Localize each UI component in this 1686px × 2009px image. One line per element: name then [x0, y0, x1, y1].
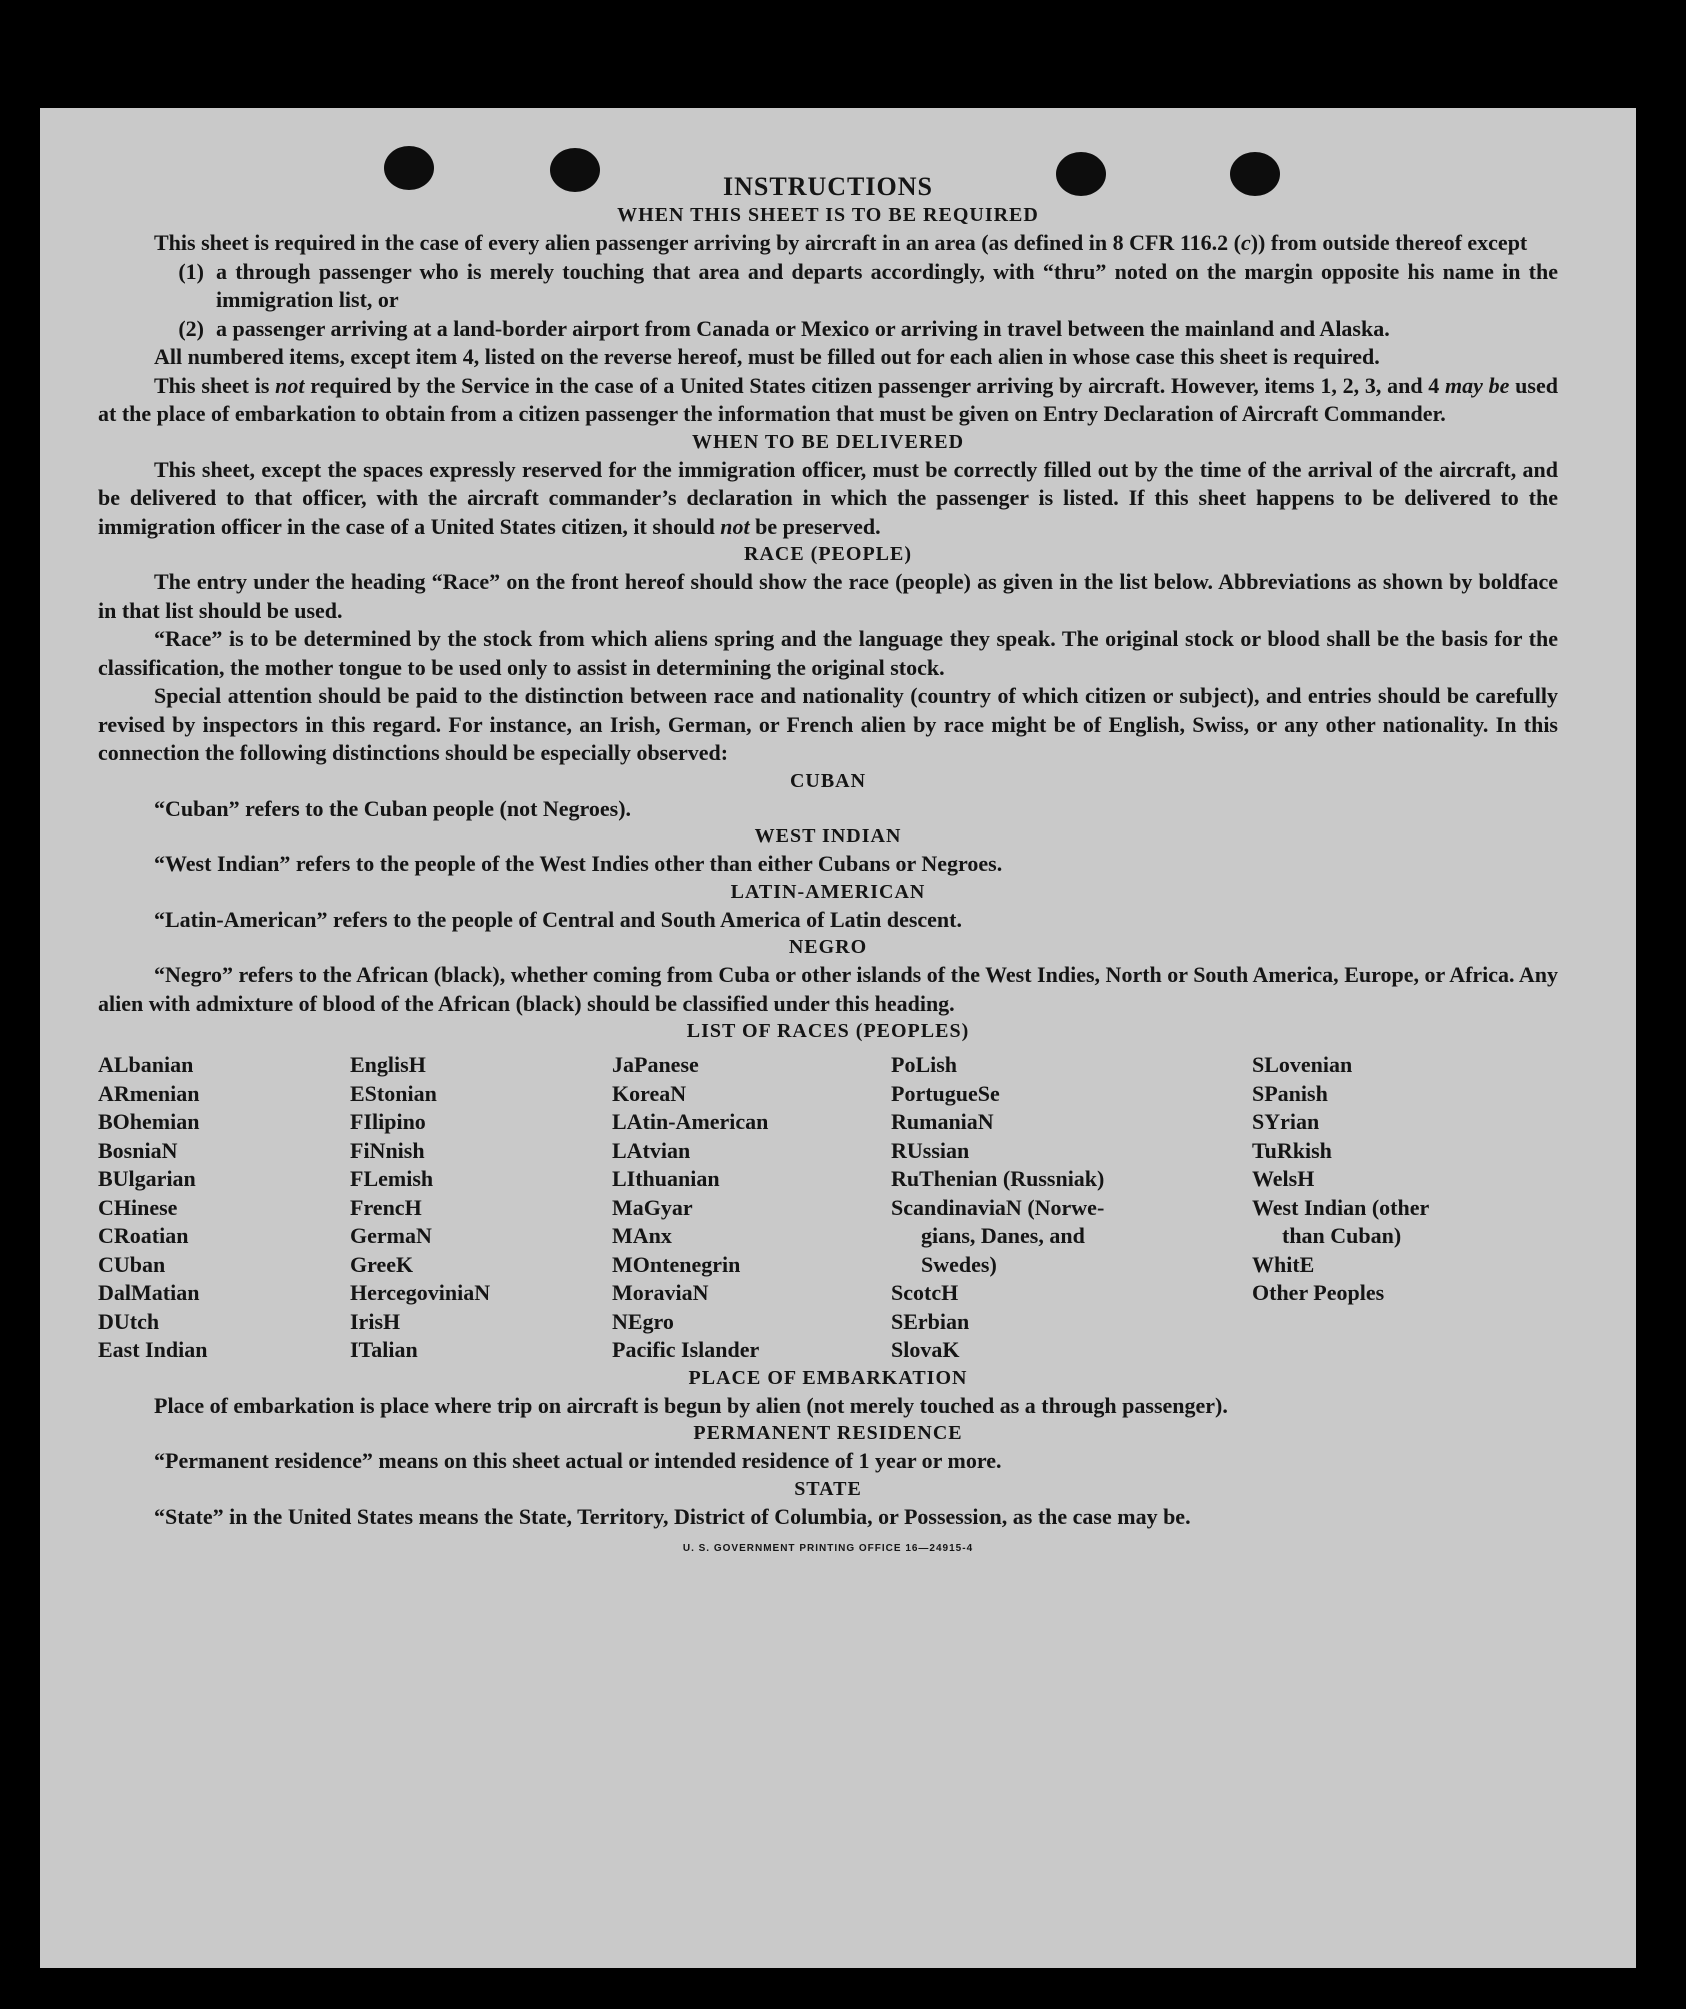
race-entry: EnglisH: [350, 1052, 426, 1077]
section-heading: CUBAN: [789, 769, 867, 792]
race-entry: RumaniaN: [891, 1109, 994, 1134]
section-heading: STATE: [794, 1477, 862, 1500]
section-heading: PERMANENT RESIDENCE: [693, 1422, 963, 1444]
paragraph: The entry under the heading “Race” on the front hereof should show the race (people) as given in the list below. Abbreviations as shown by boldface in that list should be used.: [98, 569, 1558, 623]
race-entry: TuRkish: [1252, 1137, 1332, 1163]
race-entry: FLemish: [350, 1166, 434, 1191]
section-heading: WEST INDIAN: [754, 825, 902, 847]
section-heading: RACE (PEOPLE): [744, 543, 912, 565]
race-entry: SYrian: [1252, 1109, 1320, 1134]
race-entry: RUssian: [891, 1137, 970, 1163]
race-entry: ScandinaviaN (Norwe-: [891, 1194, 1105, 1220]
race-entry: SPanish: [1252, 1080, 1328, 1106]
race-entry: LAtvian: [612, 1137, 691, 1163]
race-column: [350, 1051, 612, 1365]
race-entry: FrencH: [350, 1194, 422, 1220]
race-entry: CHinese: [98, 1194, 178, 1220]
race-column: [612, 1051, 891, 1365]
race-entry: MaGyar: [612, 1194, 693, 1220]
race-entry: IrisH: [350, 1308, 401, 1334]
race-entry: ARmenian: [98, 1080, 200, 1106]
section-heading: LIST OF RACES (PEOPLES): [686, 1020, 970, 1042]
race-entry: BUlgarian: [98, 1166, 196, 1191]
race-entry: LAtin-American: [612, 1109, 769, 1134]
race-entry: gians, Danes, and: [921, 1223, 1085, 1248]
race-column: [1252, 1051, 1558, 1365]
race-entry: JaPanese: [612, 1052, 699, 1077]
instructions-text: [98, 172, 1558, 1554]
race-entry: DUtch: [98, 1308, 160, 1334]
paragraph: Special attention should be paid to the distinction between race and nationality (country of which citizen or subject), and entries should be carefully revised by inspectors in this regard. For instance, an Irish, German, or French alien by race might be of English, Swiss, or any other nationality. In this connection the following distinctions should be especially observed:: [98, 683, 1558, 765]
paragraph: “West Indian” refers to the people of the West Indies other than either Cubans or Negroes.: [154, 851, 1003, 876]
race-entry: ScotcH: [891, 1280, 959, 1305]
race-entry: HercegoviniaN: [350, 1280, 491, 1305]
race-entry: PortugueSe: [891, 1080, 1000, 1106]
race-entry: FIlipino: [350, 1109, 426, 1134]
paragraph: “Cuban” refers to the Cuban people (not Negroes).: [154, 795, 632, 821]
race-entry: GermaN: [350, 1223, 432, 1248]
race-entry: West Indian (other: [1252, 1194, 1430, 1220]
section-heading: LATIN-AMERICAN: [730, 880, 926, 903]
printer-imprint: U. S. GOVERNMENT PRINTING OFFICE 16—24915-4: [682, 1543, 974, 1554]
race-column: [891, 1051, 1252, 1365]
race-entry: NEgro: [612, 1308, 674, 1334]
race-entry: than Cuban): [1282, 1223, 1402, 1248]
race-entry: SLovenian: [1252, 1052, 1353, 1077]
section-heading: PLACE OF EMBARKATION: [688, 1366, 968, 1389]
race-entry: LIthuanian: [612, 1166, 720, 1191]
race-entry: RuThenian (Russniak): [891, 1166, 1105, 1191]
race-entry: CUban: [98, 1251, 166, 1277]
paragraph: “Negro” refers to the African (black), whether coming from Cuba or other islands of the West Indies, North or South America, Europe, or Africa. Any alien with admixture of blood of the African (black) should be classified under this heading.: [98, 962, 1558, 1016]
race-entry: Other Peoples: [1252, 1280, 1385, 1305]
race-entry: SErbian: [891, 1308, 970, 1334]
exception-item: (1) a through passenger who is merely touching that area and departs accordingly, with “thru” noted on the margin opposite his name in the immigration list, or: [178, 258, 1558, 312]
race-entry: GreeK: [350, 1251, 414, 1277]
page-title: INSTRUCTIONS: [723, 172, 933, 201]
race-entry: PoLish: [891, 1052, 958, 1077]
exception-item: (2) a passenger arriving at a land-border airport from Canada or Mexico or arriving in travel between the mainland and Alaska.: [178, 315, 1390, 341]
race-entry: BosniaN: [98, 1137, 178, 1163]
race-column: [98, 1051, 350, 1365]
race-entry: Swedes): [921, 1251, 997, 1277]
race-entry: DalMatian: [98, 1280, 200, 1305]
race-entry: WhitE: [1252, 1251, 1315, 1277]
paragraph: All numbered items, except item 4, listed on the reverse hereof, must be filled out for each alien in whose case this sheet is required.: [154, 344, 1380, 369]
section-heading: NEGRO: [788, 936, 868, 958]
race-entry: ITalian: [350, 1337, 418, 1362]
paragraph: “State” in the United States means the State, Territory, District of Columbia, or Possession, as the case may be.: [154, 1503, 1191, 1529]
race-entry: FiNnish: [350, 1137, 425, 1163]
race-list: [98, 1051, 1558, 1365]
race-entry: MoraviaN: [612, 1280, 709, 1305]
race-entry: CRoatian: [98, 1223, 189, 1248]
race-entry: WelsH: [1252, 1166, 1315, 1191]
race-entry: MOntenegrin: [612, 1251, 741, 1277]
paragraph: Place of embarkation is place where trip on aircraft is begun by alien (not merely touched as a through passenger).: [154, 1392, 1228, 1418]
race-entry: EStonian: [350, 1080, 437, 1106]
race-entry: KoreaN: [612, 1080, 687, 1106]
paragraph: “Latin-American” refers to the people of Central and South America of Latin descent.: [154, 906, 962, 932]
race-entry: Pacific Islander: [612, 1337, 760, 1362]
race-entry: SlovaK: [891, 1337, 960, 1362]
race-entry: East Indian: [98, 1337, 208, 1362]
paragraph: This sheet is required in the case of every alien passenger arriving by aircraft in an area (as defined in 8 CFR 116.2 (c)) from outside thereof except: [154, 230, 1528, 255]
section-heading: WHEN THIS SHEET IS TO BE REQUIRED: [617, 204, 1039, 226]
paragraph: “Race” is to be determined by the stock from which aliens spring and the language they speak. The original stock or blood shall be the basis for the classification, the mother tongue to be used only to assist in determining the original stock.: [98, 626, 1558, 680]
paragraph: “Permanent residence” means on this sheet actual or intended residence of 1 year or more.: [154, 1448, 1002, 1473]
race-entry: MAnx: [612, 1223, 672, 1248]
race-entry: BOhemian: [98, 1109, 200, 1134]
section-heading: WHEN TO BE DELIVERED: [691, 430, 965, 453]
race-entry: ALbanian: [98, 1052, 194, 1077]
paragraph: This sheet is not required by the Service in the case of a United States citizen passenger arriving by aircraft. However, items 1, 2, 3, and 4 may be used at the place of embarkation to obtain from a citizen passenger the information that must be given on Entry Declaration of Aircraft Commander.: [98, 372, 1558, 426]
paragraph: This sheet, except the spaces expressly reserved for the immigration officer, must be correctly filled out by the time of the arrival of the aircraft, and be delivered to that officer, with the aircraft commander’s declaration in which the passenger is listed. If this sheet happens to be delivered to the immigration officer in the case of a United States citizen, it should not be preserved.: [98, 456, 1558, 539]
